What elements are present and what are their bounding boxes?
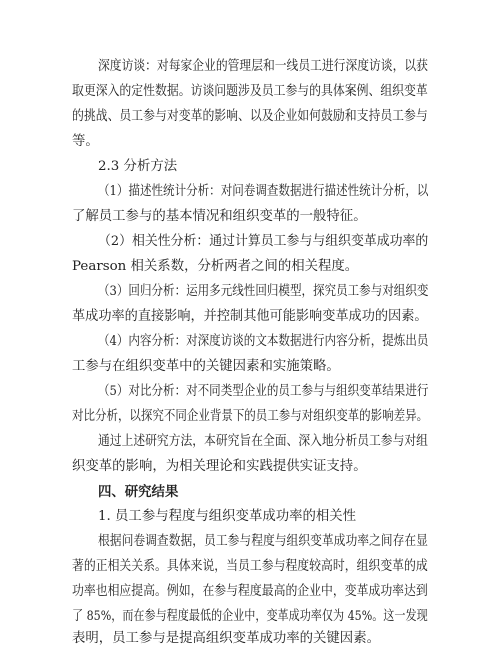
paragraph-line: Pearson 相关系数，分析两者之间的相关程度。 bbox=[72, 259, 359, 274]
paragraph-line: 对比分析，以探究不同企业背景下的员工参与对组织变革的影响差异。 bbox=[72, 409, 429, 424]
paragraph-line: 根据问卷调查数据，员工参与程度与组织变革成功率之间存在显 bbox=[98, 534, 428, 549]
paragraph-line: 织变革的影响，为相关理论和实践提供实证支持。 bbox=[72, 459, 367, 474]
paragraph-line: 深度访谈：对每家企业的管理层和一线员工进行深度访谈，以获 bbox=[98, 59, 428, 74]
paragraph-line: （1）描述性统计分析：对问卷调查数据进行描述性统计分析，以 bbox=[98, 184, 429, 199]
paragraph-line: （4）内容分析：对深度访谈的文本数据进行内容分析，提炼出员 bbox=[98, 334, 429, 349]
paragraph-line: 了 85%，而在参与程度最低的企业中，变革成功率仅为 45%。这一发现 bbox=[72, 609, 428, 624]
paragraph-line: 表明，员工参与是提高组织变革成功率的关键因素。 bbox=[72, 631, 380, 646]
paragraph-line: 的挑战、员工参与对变革的影响、以及企业如何鼓励和支持员工参与 bbox=[72, 109, 428, 124]
section-heading: 1. 员工参与程度与组织变革成功率的相关性 bbox=[98, 509, 357, 524]
paragraph-line: 著的正相关关系。具体来说，当员工参与程度较高时，组织变革的成 bbox=[72, 559, 428, 574]
paragraph-line: 等。 bbox=[72, 134, 99, 149]
paragraph-line: 通过上述研究方法，本研究旨在全面、深入地分析员工参与对组 bbox=[98, 434, 428, 449]
paragraph-line: 工参与在组织变革中的关键因素和实施策略。 bbox=[72, 359, 340, 374]
paragraph-line: （3）回归分析：运用多元线性回归模型，探究员工参与对组织变 bbox=[98, 284, 429, 299]
paragraph-line: 取更深入的定性数据。访谈问题涉及员工参与的具体案例、组织变革 bbox=[72, 84, 428, 99]
paragraph-line: （2）相关性分析：通过计算员工参与与组织变革成功率的 bbox=[98, 234, 429, 249]
paragraph-line: 革成功率的直接影响，并控制其他可能影响变革成功的因素。 bbox=[72, 309, 428, 324]
section-heading: 2.3 分析方法 bbox=[98, 159, 178, 174]
paragraph-line: 功率也相应提高。例如，在参与程度最高的企业中，变革成功率达到 bbox=[72, 584, 428, 599]
paragraph-line: （5）对比分析：对不同类型企业的员工参与与组织变革结果进行 bbox=[98, 384, 429, 399]
paragraph-line: 了解员工参与的基本情况和组织变革的一般特征。 bbox=[72, 209, 367, 224]
chapter-heading: 四、研究结果 bbox=[98, 484, 179, 500]
